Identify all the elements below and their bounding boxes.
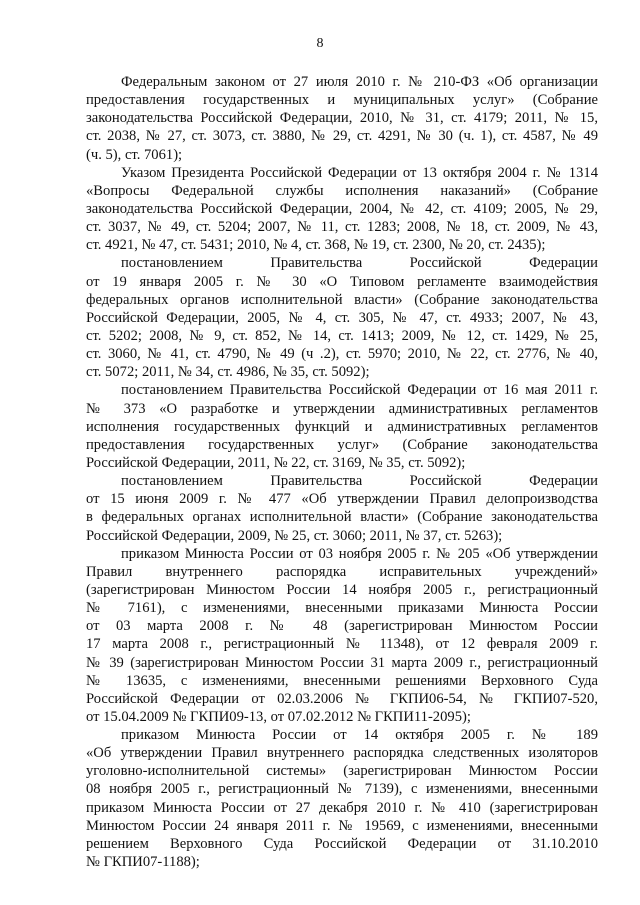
- text-line: законодательства Российской Федерации, 2004, № 42, ст. 4109; 2005, № 29,: [86, 200, 598, 217]
- text-line: (ч. 5), ст. 7061);: [86, 146, 183, 163]
- text-line: Правил внутреннего распорядка исправительных учреждений»: [86, 563, 598, 580]
- text-line: предоставления государственных услуг» (Собрание законодательства: [86, 436, 598, 453]
- text-line: законодательства Российской Федерации, 2010, № 31, ст. 4179; 2011, № 15,: [86, 110, 598, 127]
- text-line: Федеральным законом от 27 июля 2010 г. № 210-ФЗ «Об организации: [121, 74, 598, 90]
- text-line: ст. 5202; 2008, № 9, ст. 852, № 14, ст. 1413; 2009, № 12, ст. 1429, № 25,: [86, 327, 598, 344]
- text-line: ст. 3037, № 49, ст. 5204; 2007, № 11, ст. 1283; 2008, № 18, ст. 2009, № 43,: [86, 219, 598, 236]
- text-line: № 39 (зарегистрирован Минюстом России 31 марта 2009 г., регистрационный: [86, 654, 598, 671]
- text-line: ст. 4921, № 47, ст. 5431; 2010, № 4, ст. 368, № 19, ст. 2300, № 20, ст. 2435);: [86, 237, 546, 254]
- text-line: исполнения государственных функций и административных регламентов: [86, 418, 598, 435]
- page-number: 8: [316, 36, 324, 51]
- text-line: Российской Федерации, 2011, № 22, ст. 3169, № 35, ст. 5092);: [86, 454, 466, 471]
- text-line: «Вопросы Федеральной службы исполнения наказаний» (Собрание: [86, 182, 598, 199]
- paragraph: [86, 73, 598, 164]
- text-line: приказом Минюста России от 03 ноября 2005 г. № 205 «Об утверждении: [121, 545, 598, 562]
- text-line: от 03 марта 2008 г. № 48 (зарегистрирован Минюстом России: [86, 618, 598, 635]
- text-line: № 7161), с изменениями, внесенными приказами Минюста России: [86, 600, 598, 617]
- text-line: 17 марта 2008 г., регистрационный № 11348), от 12 февраля 2009 г.: [86, 636, 598, 653]
- text-line: Российской Федерации, 2005, № 4, ст. 305, № 47, ст. 4933; 2007, № 43,: [86, 309, 598, 326]
- text-line: Указом Президента Российской Федерации от 13 октября 2004 г. № 1314: [121, 164, 598, 181]
- text-line: приказом Минюста России от 14 октября 2005 г. № 189: [121, 727, 598, 744]
- text-line: (зарегистрирован Минюстом России 14 ноября 2005 г., регистрационный: [86, 581, 598, 598]
- text-line: от 15.04.2009 № ГКПИ09-13, от 07.02.2012 № ГКПИ11-2095);: [86, 708, 471, 725]
- text-line: федеральных органов исполнительной власти» (Собрание законодательства: [86, 291, 598, 308]
- text-line: № 373 «О разработке и утверждении административных регламентов: [86, 400, 598, 417]
- text-line: постановлением Правительства Российской Федерации: [121, 255, 598, 272]
- text-line: в федеральных органах исполнительной власти» (Собрание законодательства: [86, 509, 598, 526]
- paragraph: [86, 545, 598, 726]
- text-line: Минюстом России 24 января 2011 г. № 19569, с изменениями, внесенными: [86, 817, 598, 834]
- text-line: «Об утверждении Правил внутреннего распорядка следственных изоляторов: [86, 745, 598, 762]
- text-line: ст. 2038, № 27, ст. 3073, ст. 3880, № 29, ст. 4291, № 30 (ч. 1), ст. 4587, № 49: [86, 128, 598, 145]
- text-line: от 19 января 2005 г. № 30 «О Типовом регламенте взаимодействия: [86, 273, 598, 290]
- text-line: ст. 3060, № 41, ст. 4790, № 49 (ч .2), ст. 5970; 2010, № 22, ст. 2776, № 40,: [86, 346, 598, 363]
- text-line: Российской Федерации от 02.03.2006 № ГКПИ06-54, № ГКПИ07-520,: [86, 690, 598, 707]
- text-line: предоставления государственных и муниципальных услуг» (Собрание: [86, 92, 598, 109]
- text-line: уголовно-исполнительной системы» (зарегистрирован Минюстом России: [86, 763, 598, 780]
- text-line: приказом Минюста России от 27 декабря 2010 г. № 410 (зарегистрирован: [86, 799, 598, 816]
- text-line: постановлением Правительства Российской Федерации от 16 мая 2011 г.: [121, 382, 598, 399]
- paragraph: [86, 381, 598, 472]
- paragraph: [86, 164, 598, 255]
- text-line: от 15 июня 2009 г. № 477 «Об утверждении Правил делопроизводства: [86, 491, 598, 508]
- text-line: № 13635, с изменениями, внесенными решениями Верховного Суда: [86, 672, 598, 689]
- document-body: [86, 73, 598, 871]
- text-line: решением Верховного Суда Российской Федерации от 31.10.2010: [86, 835, 598, 852]
- paragraph: [86, 726, 598, 871]
- text-line: № ГКПИ07-1188);: [86, 854, 200, 871]
- text-line: ст. 5072; 2011, № 34, ст. 4986, № 35, ст. 5092);: [86, 364, 370, 381]
- text-line: Российской Федерации, 2009, № 25, ст. 3060; 2011, № 37, ст. 5263);: [86, 527, 503, 544]
- paragraph: [86, 254, 598, 381]
- paragraph: [86, 472, 598, 545]
- text-line: постановлением Правительства Российской Федерации: [121, 473, 598, 490]
- text-line: 08 ноября 2005 г., регистрационный № 7139), с изменениями, внесенными: [86, 781, 598, 798]
